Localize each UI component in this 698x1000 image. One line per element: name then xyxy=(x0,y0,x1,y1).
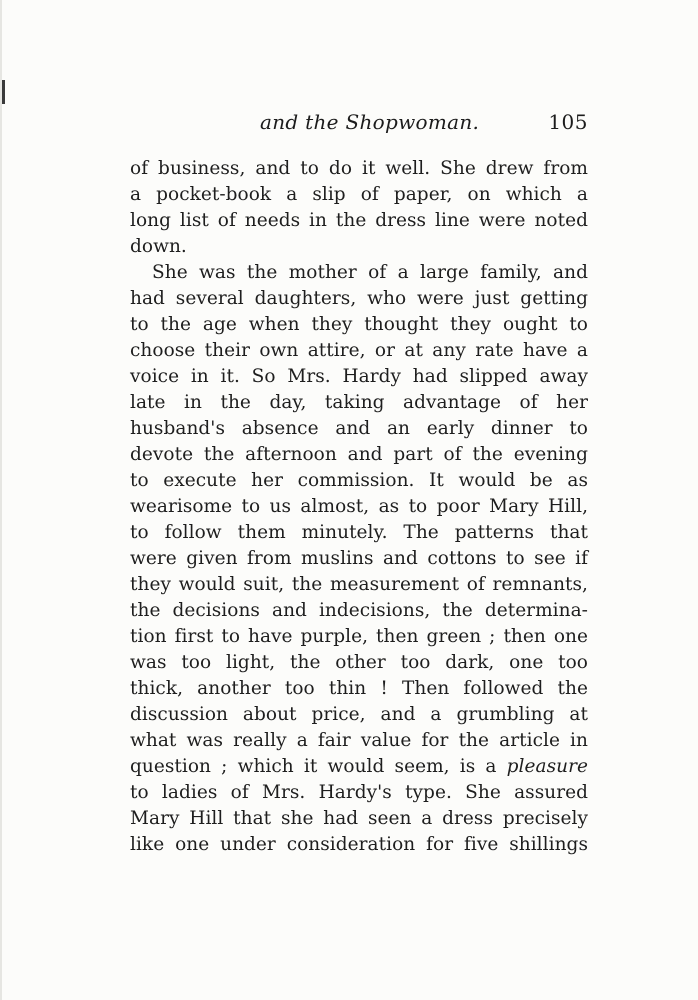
text-line: to ladies of Mrs. Hardy's type. She assured xyxy=(130,782,588,803)
text-line: were given from muslins and cottons to see if xyxy=(130,548,588,569)
binding-mark xyxy=(2,80,5,104)
text-line: late in the day, taking advantage of her xyxy=(130,392,588,413)
text-line: like one under consideration for five shillings xyxy=(130,834,588,855)
body-text xyxy=(130,156,588,858)
text-line: voice in it. So Mrs. Hardy had slipped away xyxy=(130,366,588,387)
emphasized-word: pleasure xyxy=(506,756,588,777)
text-line: what was really a fair value for the article in xyxy=(130,730,588,751)
text-line: a pocket-book a slip of paper, on which a xyxy=(130,184,588,205)
text-line: husband's absence and an early dinner to xyxy=(130,418,588,439)
text-line: tion first to have purple, then green ; then one xyxy=(130,626,588,647)
text-line: discussion about price, and a grumbling at xyxy=(130,704,588,725)
page-number: 105 xyxy=(548,110,588,134)
text-line: long list of needs in the dress line were noted xyxy=(130,210,588,231)
text-line: down. xyxy=(130,236,187,257)
page-left-edge xyxy=(0,0,2,1000)
text-line: choose their own attire, or at any rate have a xyxy=(130,340,588,361)
text-segment: question ; which it would seem, is a xyxy=(130,756,507,777)
text-line: to the age when they thought they ought to xyxy=(130,314,588,335)
text-line: thick, another too thin ! Then followed the xyxy=(130,678,588,699)
running-title: and the Shopwoman. xyxy=(260,110,480,134)
page-header xyxy=(130,110,588,144)
text-line: they would suit, the measurement of remnants, xyxy=(130,574,588,595)
text-line: Mary Hill that she had seen a dress precisely xyxy=(130,808,588,829)
text-line: to execute her commission. It would be as xyxy=(130,470,588,491)
text-line-emphasis xyxy=(130,754,588,780)
text-line: to follow them minutely. The patterns that xyxy=(130,522,588,543)
text-line: wearisome to us almost, as to poor Mary Hill, xyxy=(130,496,588,517)
text-line: She was the mother of a large family, and xyxy=(152,262,588,283)
text-line: was too light, the other too dark, one too xyxy=(130,652,588,673)
text-line: the decisions and indecisions, the determina- xyxy=(130,600,588,621)
text-line: of business, and to do it well. She drew from xyxy=(130,158,588,179)
text-line: devote the afternoon and part of the evening xyxy=(130,444,588,465)
text-line: had several daughters, who were just getting xyxy=(130,288,588,309)
